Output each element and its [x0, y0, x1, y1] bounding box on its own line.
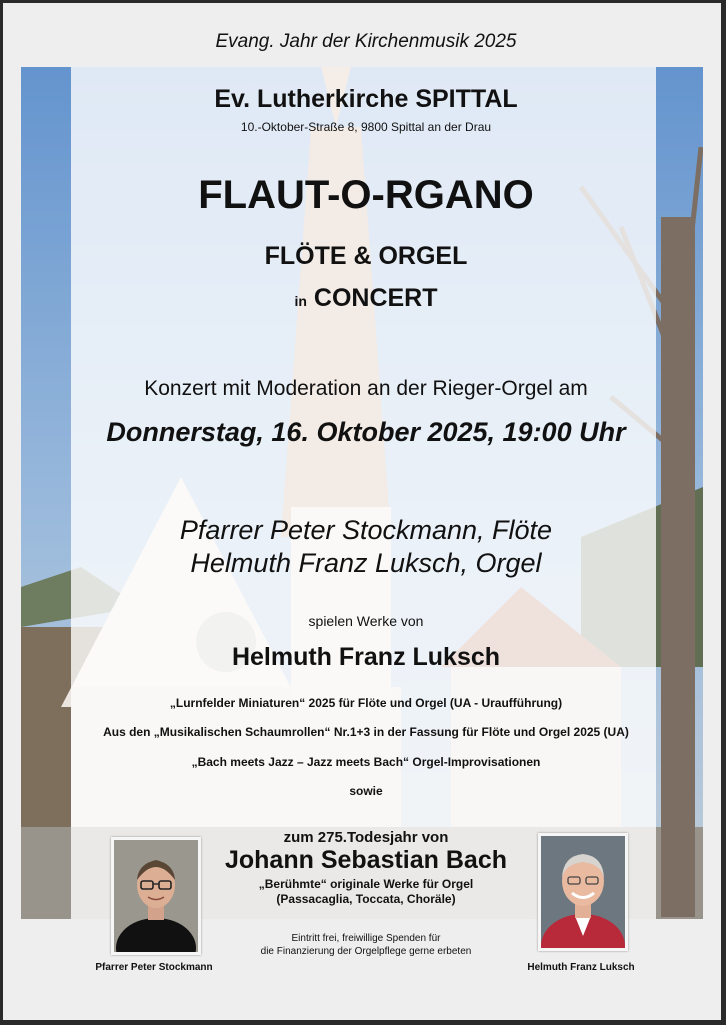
portrait-helmuth-luksch: [538, 833, 628, 951]
event-subtitle: FLÖTE & ORGEL: [264, 242, 468, 270]
footer-line1: Eintritt frei, freiwillige Spenden für: [291, 933, 441, 944]
caption-left: Pfarrer Peter Stockmann: [95, 962, 213, 973]
poster-page: [3, 3, 721, 1020]
performer-2: Helmuth Franz Luksch, Orgel: [190, 548, 542, 578]
concert-word: CONCERT: [313, 284, 438, 312]
concert-intro: Konzert mit Moderation an der Rieger-Orgel am: [144, 377, 588, 400]
venue-name: Ev. Lutherkirche SPITTAL: [214, 85, 518, 113]
bach-name: Johann Sebastian Bach: [224, 846, 508, 874]
bach-intro: zum 275.Todesjahr von: [283, 829, 449, 846]
program-intro: spielen Werke von: [308, 613, 424, 629]
concert-line: [3, 284, 721, 313]
program-composer: Helmuth Franz Luksch: [231, 643, 501, 671]
performer-1: Pfarrer Peter Stockmann, Flöte: [179, 515, 553, 545]
bach-works-line1: „Berühmte“ originale Werke für Orgel: [258, 877, 474, 891]
work-item-3: „Bach meets Jazz – Jazz meets Bach“ Orgel-Improvisationen: [191, 755, 541, 769]
sowie-label: sowie: [349, 784, 383, 798]
person-avatar-icon: [541, 836, 625, 948]
footer-line2: die Finanzierung der Orgelpflege gerne erbeten: [260, 946, 472, 957]
work-item-1: „Lurnfelder Miniaturen“ 2025 für Flöte und Orgel (UA - Uraufführung): [169, 696, 563, 710]
person-avatar-icon: [114, 840, 198, 952]
event-title: FLAUT-O-RGANO: [198, 173, 534, 217]
portrait-peter-stockmann: [111, 837, 201, 955]
work-item-2: Aus den „Musikalischen Schaumrollen“ Nr.1+3 in der Fassung für Flöte und Orgel 2025 (UA): [103, 725, 629, 739]
event-date-time: Donnerstag, 16. Oktober 2025, 19:00 Uhr: [106, 417, 626, 447]
venue-address: 10.-Oktober-Straße 8, 9800 Spittal an der Drau: [240, 120, 492, 134]
caption-right: Helmuth Franz Luksch: [527, 962, 635, 973]
bach-works-line2: (Passacaglia, Toccata, Choräle): [276, 892, 456, 906]
in-word: in: [294, 293, 307, 309]
tagline: Evang. Jahr der Kirchenmusik 2025: [215, 31, 517, 52]
